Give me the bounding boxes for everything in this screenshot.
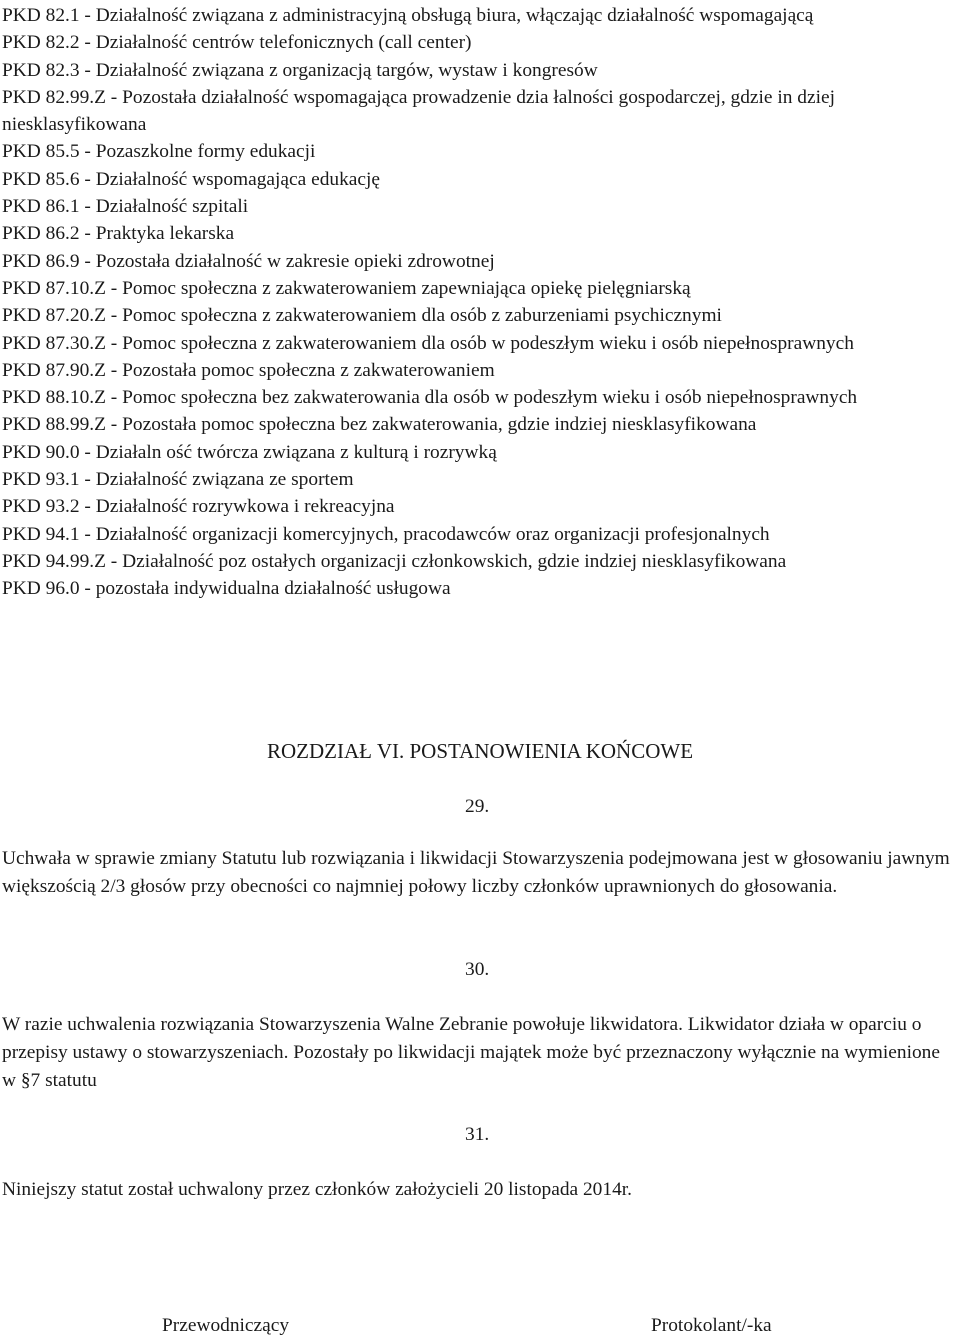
section-number-30: 30. xyxy=(465,959,490,980)
list-item: PKD 87.20.Z - Pomoc społeczna z zakwaterowaniem dla osób z zaburzeniami psychicznymi xyxy=(2,305,722,327)
section-30-text: W razie uchwalenia rozwiązania Stowarzyszenia Walne Zebranie powołuje likwidatora. Likwidator działa w oparciu o przepisy ustawy o stowarzyszeniach. Pozostały po likwidacji majątek może być przeznaczony wyłącznie na wymienione w §7 statutu xyxy=(2,1014,940,1091)
list-item: PKD 82.99.Z - Pozostała działalność wspomagająca prowadzenie dzia łalności gospodarczej, gdzie in dziej niesklasyfikowana xyxy=(2,86,835,136)
section-31-text: Niniejszy statut został uchwalony przez członków założycieli 20 listopada 2014r. xyxy=(2,1179,633,1200)
section-29-text: Uchwała w sprawie zmiany Statutu lub rozwiązania i likwidacji Stowarzyszenia podejmowana jest w głosowaniu jawnym większością 2/3 głosów przy obecności co najmniej połowy liczby członków uprawnionych do głosowania. xyxy=(2,848,950,897)
list-item: PKD 88.99.Z - Pozostała pomoc społeczna bez zakwaterowania, gdzie indziej niesklasyfikowana xyxy=(2,414,757,436)
list-item: PKD 93.1 - Działalność związana ze sportem xyxy=(2,469,354,491)
list-item: PKD 86.9 - Pozostała działalność w zakresie opieki zdrowotnej xyxy=(2,250,495,272)
list-item: PKD 86.1 - Działalność szpitali xyxy=(2,196,249,218)
recorder-signature-label: Protokolant/-ka xyxy=(651,1315,772,1336)
list-item: PKD 94.99.Z - Działalność poz ostałych organizacji członkowskich, gdzie indziej niesklasyfikowana xyxy=(2,550,787,572)
list-item: PKD 82.1 - Działalność związana z administracyjną obsługą biura, włączając działalność wspomagającą xyxy=(2,5,814,26)
section-number-31: 31. xyxy=(465,1124,490,1145)
list-item: PKD 87.30.Z - Pomoc społeczna z zakwaterowaniem dla osób w podeszłym wieku i osób niepełnosprawnych xyxy=(2,332,854,354)
list-item: PKD 87.90.Z - Pozostała pomoc społeczna z zakwaterowaniem xyxy=(2,359,495,381)
list-item: PKD 85.5 - Pozaszkolne formy edukacji xyxy=(2,141,316,163)
chapter-heading: ROZDZIAŁ VI. POSTANOWIENIA KOŃCOWE xyxy=(266,739,694,763)
list-item: PKD 94.1 - Działalność organizacji komercyjnych, pracodawców oraz organizacji profesjonalnych xyxy=(2,523,770,545)
chair-signature-label: Przewodniczący xyxy=(162,1315,290,1336)
list-item: PKD 93.2 - Działalność rozrywkowa i rekreacyjna xyxy=(2,496,395,518)
list-item: PKD 85.6 - Działalność wspomagająca edukację xyxy=(2,168,380,190)
pkd-activity-list xyxy=(2,2,952,603)
list-item: PKD 82.2 - Działalność centrów telefonicznych (call center) xyxy=(2,32,472,54)
list-item: PKD 96.0 - pozostała indywidualna działalność usługowa xyxy=(2,578,451,600)
section-number-29: 29. xyxy=(465,796,490,817)
list-item: PKD 90.0 - Działaln ość twórcza związana z kulturą i rozrywką xyxy=(2,441,497,463)
list-item: PKD 86.2 - Praktyka lekarska xyxy=(2,223,235,245)
list-item: PKD 88.10.Z - Pomoc społeczna bez zakwaterowania dla osób w podeszłym wieku i osób niepełnosprawnych xyxy=(2,387,858,409)
list-item: PKD 87.10.Z - Pomoc społeczna z zakwaterowaniem zapewniająca opiekę pielęgniarską xyxy=(2,277,691,299)
list-item: PKD 82.3 - Działalność związana z organizacją targów, wystaw i kongresów xyxy=(2,59,598,81)
